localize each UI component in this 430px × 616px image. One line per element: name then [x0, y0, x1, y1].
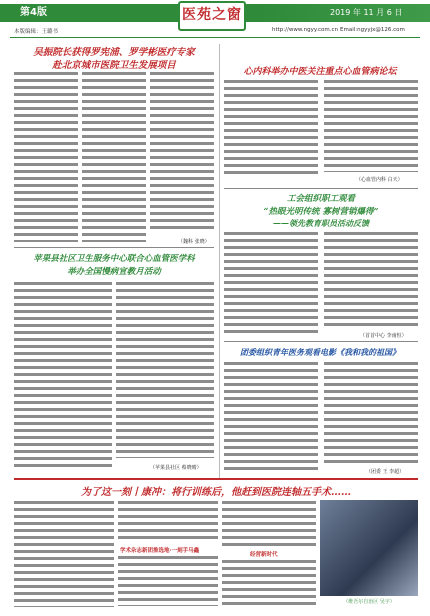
article-4-column-2 — [116, 282, 214, 458]
article-6-column-2-bottom — [118, 556, 218, 606]
page-number-label: 第4版 — [20, 7, 47, 18]
article-5-column-2 — [324, 362, 418, 466]
article-3-column-1 — [224, 232, 318, 336]
article-6-column-3-top — [222, 501, 316, 547]
brand-logo: 医苑之窗 — [178, 1, 246, 31]
article-6-column-3-bottom — [222, 560, 316, 606]
website-link[interactable]: http://www.ngyy.com.cn — [272, 27, 339, 33]
article-6-subtitle-2: 经营新时代 — [250, 552, 278, 558]
feature-photo — [320, 500, 418, 596]
feature-photo-caption: （维吾尔自治区 吴宇） — [343, 599, 395, 605]
article-3-column-2 — [324, 232, 418, 330]
article-2-column-1 — [224, 80, 318, 178]
article-1-byline: （魏科 张晓） — [178, 239, 210, 245]
edition-date: 2019 年 11 月 6 日 — [330, 8, 403, 17]
article-2-column-2 — [324, 80, 418, 172]
email-link[interactable]: Email:ngyyjx@126.com — [340, 27, 405, 33]
article-1-headline-line-2: 赴北京城市医院卫生发展项目 — [52, 60, 176, 71]
article-6-column-1 — [14, 501, 114, 607]
section-rule — [224, 188, 418, 189]
section-rule — [14, 247, 214, 248]
article-5-column-1 — [224, 362, 318, 474]
feature-rule — [14, 478, 418, 480]
article-4-headline-line-1: 苹果县社区卫生服务中心联合心血管医学科 — [33, 254, 195, 264]
article-1-column-2 — [82, 72, 146, 242]
masthead-rule — [10, 37, 420, 38]
article-3-byline: （首首中心 李南恒） — [360, 333, 407, 339]
article-4-byline: （苹果县社区 蔡晓晴） — [150, 465, 202, 471]
article-6-column-2-top — [118, 501, 218, 543]
article-5-headline: 团委组织青年医务观看电影《我和我的祖国》 — [240, 347, 400, 357]
article-3-headline-line-3: ——领先教育职员活动反馈 — [273, 218, 369, 228]
article-2-byline: （心血管内科 白天） — [356, 177, 403, 183]
article-3-headline-line-2: “热眼光明传统 寡树营销爆得” — [263, 207, 379, 217]
column-divider — [219, 44, 220, 478]
article-1-headline-line-1: 吴振院长获得罗宪浦、罗学彬医疗专家 — [33, 47, 195, 58]
editor-credit: 本版编辑：王璐书 — [14, 29, 59, 35]
article-1-column-3 — [150, 72, 214, 232]
article-4-headline-line-2: 举办全国慢病宣教月活动 — [67, 267, 161, 277]
article-3-headline-line-1: 工会组织职工观看 — [286, 194, 355, 204]
article-1-column-1 — [14, 72, 78, 242]
section-rule — [224, 341, 418, 342]
article-5-byline: （团委 王 李超） — [366, 469, 405, 475]
article-4-column-1 — [14, 282, 112, 468]
article-6-headline: 为了这一刻丨康冲：将行训练后，他赶到医院连轴五手术…… — [81, 487, 351, 498]
masthead — [0, 0, 430, 40]
article-6-subtitle-1: 学术杂志新团推选地·一刻手马鑫 — [120, 548, 200, 554]
article-2-headline: 心内科举办中医关注重点心血管病论坛 — [243, 67, 397, 77]
masthead-info-bar — [0, 24, 430, 38]
